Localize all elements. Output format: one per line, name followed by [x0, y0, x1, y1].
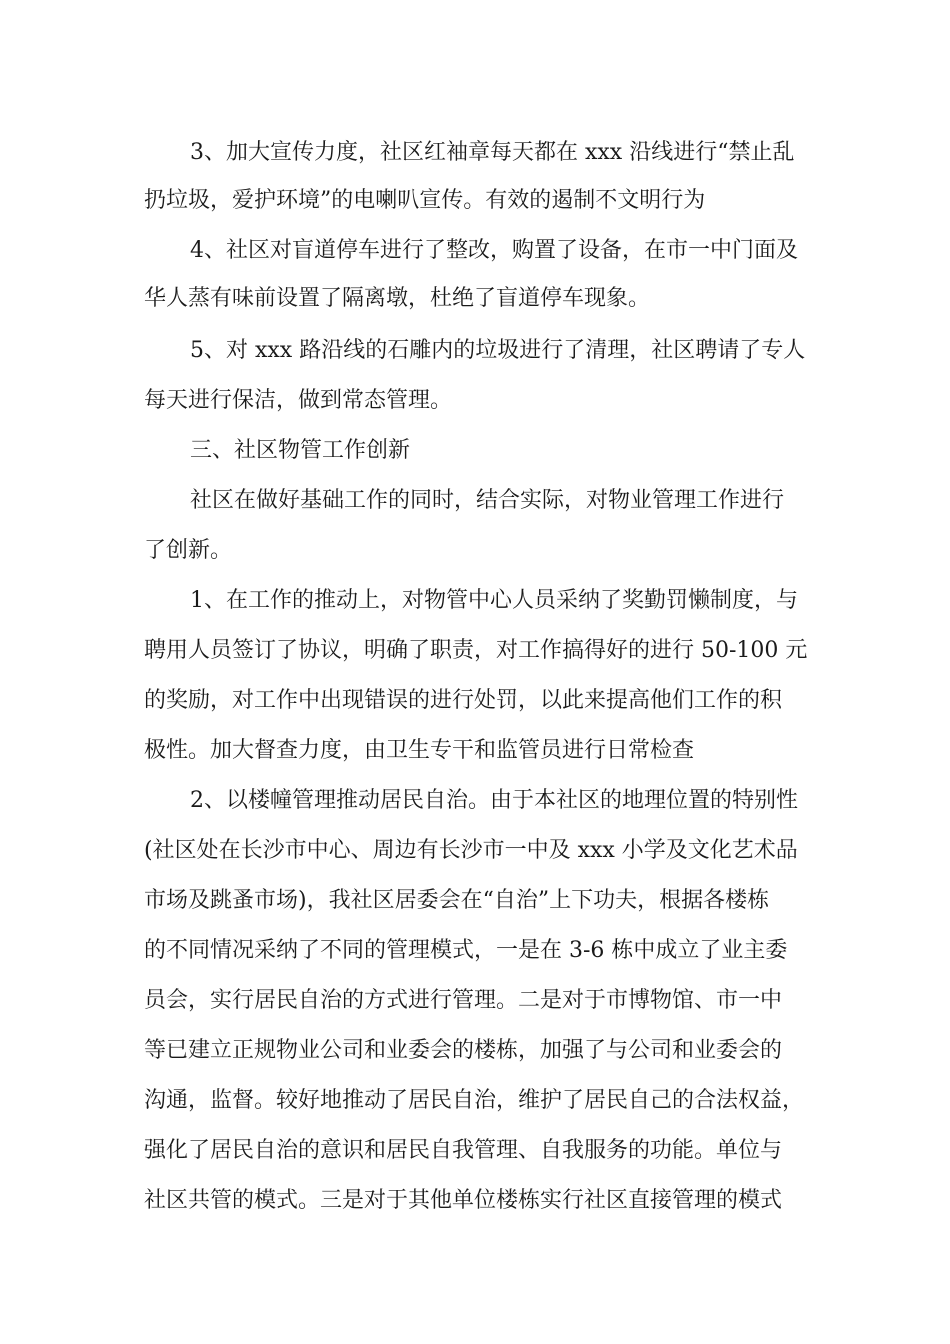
text-line: 员会，实行居民自治的方式进行管理。二是对于市博物馆、市一中	[144, 988, 783, 1013]
text-line: 5、对 xxx 路沿线的石雕内的垃圾进行了清理，社区聘请了专人	[190, 338, 806, 363]
text-line: (社区处在长沙市中心、周边有长沙市一中及 xxx 小学及文化艺术品	[144, 838, 798, 863]
text-line: 聘用人员签订了协议，明确了职责，对工作搞得好的进行 50-100 元	[144, 638, 808, 663]
text-line: 极性。加大督查力度，由卫生专干和监管员进行日常检查	[144, 738, 695, 763]
text-line: 华人蒸有味前设置了隔离墩，杜绝了盲道停车现象。	[144, 286, 651, 311]
section-heading: 三、社区物管工作创新	[190, 438, 411, 463]
text-line: 3、加大宣传力度，社区红袖章每天都在 xxx 沿线进行“禁止乱	[190, 140, 795, 165]
text-line: 了创新。	[144, 538, 233, 563]
text-line: 2、以楼幢管理推动居民自治。由于本社区的地理位置的特别性	[190, 788, 798, 813]
text-line: 1、在工作的推动上，对物管中心人员采纳了奖勤罚懒制度，与	[190, 588, 798, 613]
text-line: 的奖励，对工作中出现错误的进行处罚，以此来提高他们工作的积	[144, 688, 783, 713]
text-line: 4、社区对盲道停车进行了整改，购置了设备，在市一中门面及	[190, 238, 798, 263]
text-line: 社区共管的模式。三是对于其他单位楼栋实行社区直接管理的模式	[144, 1188, 783, 1213]
text-line: 强化了居民自治的意识和居民自我管理、自我服务的功能。单位与	[144, 1138, 783, 1163]
text-line: 沟通，监督。较好地推动了居民自治，维护了居民自己的合法权益，	[144, 1088, 805, 1113]
text-line: 等已建立正规物业公司和业委会的楼栋，加强了与公司和业委会的	[144, 1038, 783, 1063]
text-line: 的不同情况采纳了不同的管理模式，一是在 3-6 栋中成立了业主委	[144, 938, 788, 963]
text-line: 扔垃圾，爱护环境”的电喇叭宣传。有效的遏制不文明行为	[144, 188, 706, 213]
text-line: 市场及跳蚤市场)，我社区居委会在“自治”上下功夫，根据各楼栋	[144, 888, 770, 913]
text-line: 每天进行保洁，做到常态管理。	[144, 388, 453, 413]
text-line: 社区在做好基础工作的同时，结合实际，对物业管理工作进行	[190, 488, 785, 513]
